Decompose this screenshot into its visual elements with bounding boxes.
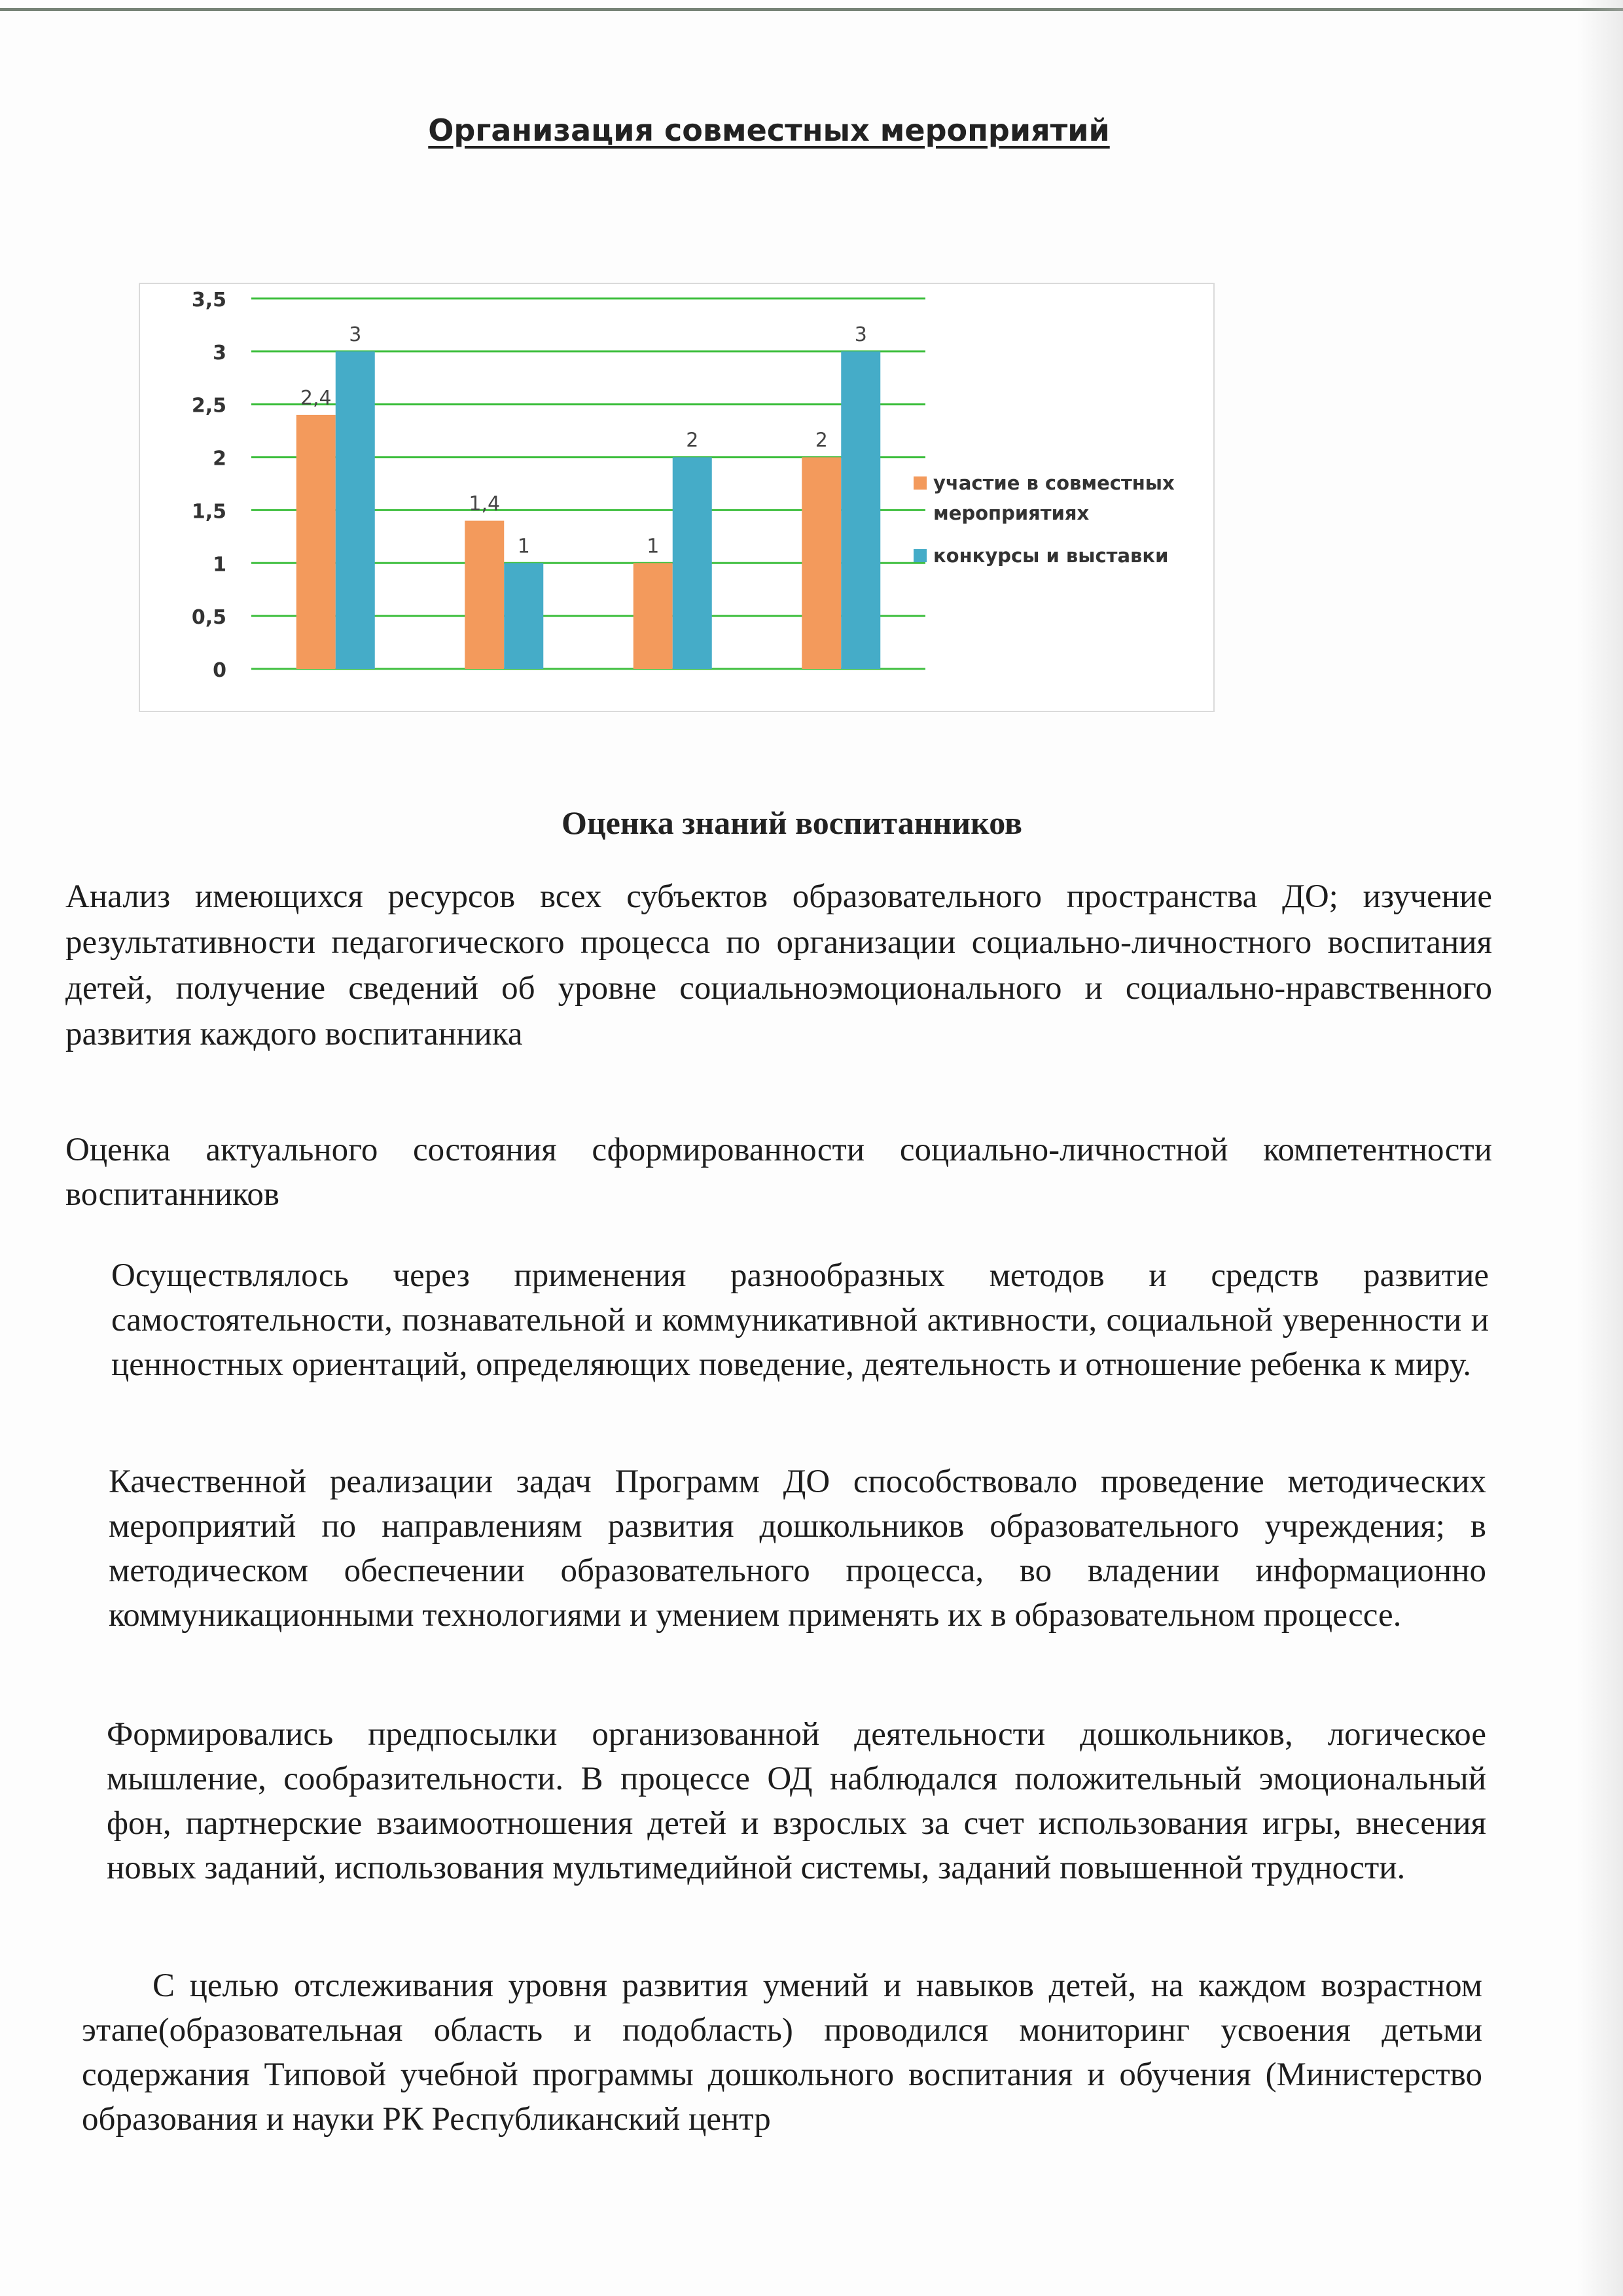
- paragraph-program-tasks: Качественной реализации задач Программ ДО способствовало проведение методических мероприятий по направлениям развития дошкольников образовательного учреждения; в методическом обеспечении образовательного процесса, во владении информационно коммуникационными технологиями и умением применять их в образовательном процессе.: [109, 1463, 1486, 1634]
- data-label: 1: [647, 535, 660, 558]
- bar-chart: [139, 283, 1215, 712]
- bar: [841, 351, 880, 669]
- y-tick-label: 2: [213, 447, 226, 471]
- paragraph-prerequisites: Формировались предпосылки организованной деятельности дошкольников, логическое мышление, сообразительности. В процессе ОД наблюдался положительный эмоциональный фон, партнерские взаимоотношения детей и взрослых за счет использования игры, внесения новых заданий, использования мультимедийной системы, заданий повышенной трудности.: [107, 1716, 1486, 1886]
- data-label: 2: [686, 429, 699, 452]
- data-label: 2,4: [300, 386, 332, 410]
- y-tick-label: 0: [213, 659, 226, 682]
- scan-edge-shadow: [1577, 0, 1623, 2296]
- bar: [802, 457, 841, 669]
- data-label: 2: [815, 429, 828, 452]
- legend-label-contests: конкурсы и выставки: [933, 545, 1169, 567]
- paragraph-assessment: Оценка актуального состояния сформированности социально-личностной компетентности воспитанников: [65, 1132, 1492, 1213]
- bar: [673, 457, 712, 669]
- page-title: Организация совместных мероприятий: [428, 113, 1110, 148]
- y-tick-label: 3,5: [191, 289, 226, 312]
- y-tick-label: 3: [213, 341, 226, 365]
- data-label: 1: [517, 535, 530, 558]
- legend-swatch-contests: [914, 549, 927, 562]
- bar: [296, 415, 336, 669]
- data-label: 1,4: [469, 492, 501, 516]
- y-tick-label: 1: [213, 553, 226, 577]
- bar: [336, 351, 375, 669]
- bar: [633, 563, 673, 669]
- paragraph-methods: Осуществлялось через применения разнообразных методов и средств развитие самостоятельности, познавательной и коммуникативной активности, социальной уверенности и ценностных ориентаций, определяющих поведение, деятельность и отношение ребенка к миру.: [111, 1257, 1489, 1383]
- bar: [504, 563, 543, 669]
- scan-top-border: [0, 8, 1623, 11]
- data-label: 3: [349, 323, 362, 346]
- bar: [465, 521, 504, 669]
- legend-label-participation: участие в совместных мероприятиях: [933, 472, 1175, 524]
- data-label: 3: [854, 323, 867, 346]
- section-title: Оценка знаний воспитанников: [561, 804, 1023, 841]
- paragraph-monitoring: С целью отслеживания уровня развития умений и навыков детей, на каждом возрастном этапе(образовательная область и подобласть) проводился мониторинг усвоения детьми содержания Типовой учебной программы дошкольного воспитания и обучения (Министерство образования и науки РК Республиканский центр: [82, 1967, 1482, 2138]
- y-tick-label: 0,5: [191, 606, 226, 630]
- y-tick-label: 1,5: [191, 500, 226, 524]
- paragraph-analysis: Анализ имеющихся ресурсов всех субъектов образовательного пространства ДО; изучение результативности педагогического процесса по организации социально-личностного воспитания детей, получение сведений об уровне социальноэмоционального и социально-нравственного развития каждого воспитанника: [65, 878, 1492, 1052]
- legend-swatch-participation: [914, 476, 927, 490]
- y-tick-label: 2,5: [191, 394, 226, 418]
- chart-svg: [140, 284, 1213, 711]
